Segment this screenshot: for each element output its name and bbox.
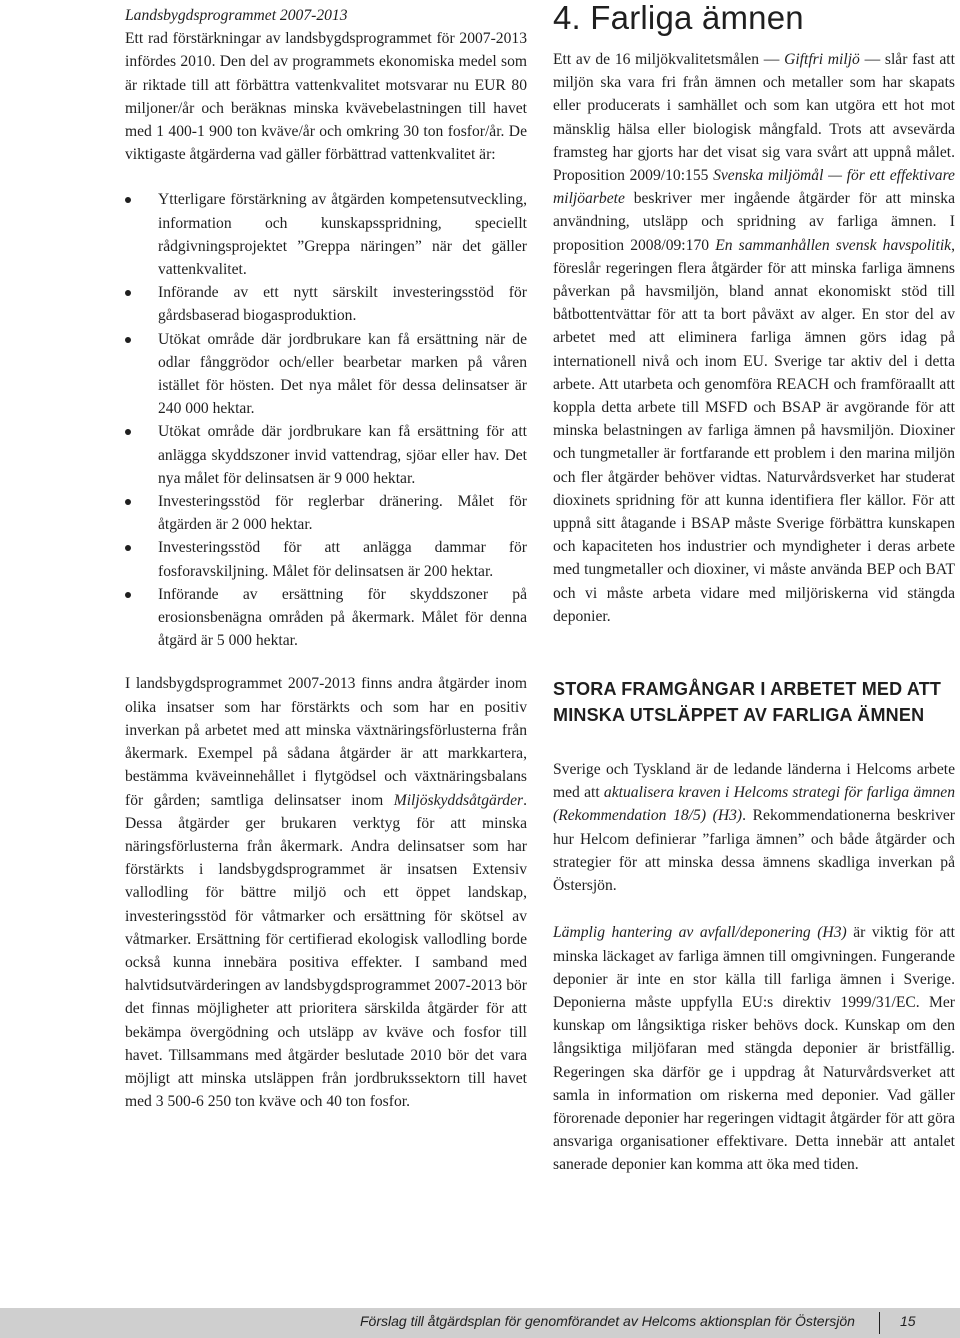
body-paragraph: Lämplig hantering av avfall/deponering (H3) är viktig för att minska läckaget av farliga ämnen till omgivningen. Fungerande deponier är inte en stor källa till farliga ämnen i Sverige. Deponierna måste uppfylla EU:s direktiv 1999/31/EC. Mer kunskap om långsiktiga risker behövs dock. Kunskap om den långsiktiga miljöfaran med stängda deponier är bristfällig. Regeringen ska därför ge i uppdrag åt Naturvårdsverket att samla in information om riskerna med deponier. Vad gäller förorenade deponier har regeringen vidtagit åtgärder för att göra ansvariga organisationer effektivare. Detta innebär att antalet sanerade deponier kan komma att öka med tiden. bbox=[553, 924, 955, 1174]
bullet-icon bbox=[125, 290, 131, 296]
body-paragraph: Ett av de 16 miljökvalitetsmålen — Giftfri miljö — slår fast att miljön ska vara fri från ämnen och metaller som har skapats eller producerats i samhället och som kan utgöra ett hot mot mänsklig hälsa eller biologisk mångfald. Trots att avsevärda framsteg har gjorts har det visat sig vara svårt att uppnå målet. Proposition 2009/10:155 Svenska miljömål — för ett effektivare miljöarbete beskriver mer ingående åtgärder för att minska användning, utsläpp och spridning av farliga ämnen. I proposition 2008/09:170 En sammanhållen svensk havspolitik, föreslår regeringen flera åtgärder för att minska farliga ämnens påverkan på havsmiljön, bland annat ekonomiskt stöd till båtbottentvättar för att ta bort påväxt av alger. En stor del av arbetet med att eliminera farliga ämnen görs idag på internationell nivå och inom EU. Sverige tar aktiv del i detta arbete. Att utarbeta och genomföra REACH och framföraallt att koppla detta arbete till MSFD och BSAP är avgörande för att minska belastningen av farliga ämnen på havsmiljön. Dioxiner och tungmetaller är fortfarande ett problem i den marina miljön och fler åtgärder behöver vidtas. Naturvårdsverket har studerat dioxinets spridning för att kunna identifiera fler källor. För att uppnå sitt åtagande i BSAP måste Sverige förbättra kunskapen och kapaciteten hos industrier och myndigheter i deras arbete med tungmetaller och dioxiner, vi måste använda BEP och BAT och vi måste arbeta vidare med miljöriskerna vid stängda deponier. bbox=[553, 51, 955, 625]
bullet-icon bbox=[125, 545, 131, 551]
bullet-icon bbox=[125, 429, 131, 435]
list-item: Införande av ersättning för skyddszoner på erosionsbenägna områden på åkermark. Målet för denna åtgärd är 5 000 hektar. bbox=[125, 583, 527, 653]
left-column bbox=[125, 4, 527, 1113]
bullet-icon bbox=[125, 337, 131, 343]
intro-paragraph: Ett rad förstärkningar av landsbygdsprogrammet för 2007-2013 infördes 2010. Den del av programmets ekonomiska medel som är riktade till att förbättra vattenkvalitet motsvarar nu EUR 80 miljoner/år och beräknas minska kvävebelastningen till havet med 1 400-1 900 ton kväve/år och omkring 30 ton fosfor/år. De viktigaste åtgärderna vad gäller förbättrad vattenkvalitet är: bbox=[125, 30, 527, 164]
bullet-icon bbox=[125, 499, 131, 505]
bullet-icon bbox=[125, 197, 131, 203]
list-item: Utökat område där jordbrukare kan få ersättning för att anlägga skyddszoner invid vattendrag, sjöar eller hav. Det nya målet för delinsatsen är 9 000 hektar. bbox=[125, 420, 527, 490]
chapter-heading: 4. Farliga ämnen bbox=[553, 0, 804, 36]
bullet-icon bbox=[125, 592, 131, 598]
list-item: Investeringsstöd för att anlägga dammar för fosforavskiljning. Målet för delinsatsen är 200 hektar. bbox=[125, 536, 527, 582]
body-paragraph: I landsbygdsprogrammet 2007-2013 finns andra åtgärder inom olika insatser som har förstärkts och som har en positiv inverkan på arbetet med att minska växtnäringsförlusterna från åkermark. Exempel på sådana åtgärder är att markkartera, bestämma kväveinnehållet i flytgödsel och växtnäringsbalans för gården; samtliga delinsatser inom Miljöskyddsåtgärder. Dessa åtgärder ger brukaren verktyg för att minska näringsförlusterna från åkermark. Andra delinsatser som har förstärkts i landsbygdsprogrammet är insatsen Extensiv vallodling för bättre miljö och ett öppet landskap, investeringsstöd för våtmarker och ersättning för skötsel av våtmarker. Ersättning för certifierad ekologisk vallodling borde också kunna innebära positiva effekter. I samband med halvtidsutvärderingen av landsbygdsprogrammet 2007-2013 bör det finnas möjligheter att prioritera särskilda åtgärder för att bekämpa övergödning och utsläpp av kväve och fosfor till havet. Tillsammans med åtgärder beslutade 2010 bör det vara möjligt att minska utsläppen från jordbrukssektorn till havet med 3 500-6 250 ton kväve och 40 ton fosfor. bbox=[125, 675, 527, 1111]
list-item: Ytterligare förstärkning av åtgärden kompetensutveckling, information och kunskapsspridning, speciellt rådgivningsprojektet ”Greppa näringen” när det gäller vattenkvalitet. bbox=[125, 188, 527, 281]
section-subheading: STORA FRAMGÅNGAR I ARBETET MED ATT MINSKA UTSLÄPPET AV FARLIGA ÄMNEN bbox=[553, 679, 942, 726]
list-item: Investeringsstöd för reglerbar dränering. Målet för åtgärden är 2 000 hektar. bbox=[125, 490, 527, 536]
footer-title: Förslag till åtgärdsplan för genomförandet av Helcoms aktionsplan för Östersjön bbox=[360, 1313, 855, 1329]
list-item: Utökat område där jordbrukare kan få ersättning när de odlar fånggrödor och/eller bearbetar marken på våren istället för hösten. Det nya målet för dessa delinsatser är 240 000 hektar. bbox=[125, 328, 527, 421]
footer-divider bbox=[879, 1312, 880, 1334]
measures-list bbox=[125, 188, 527, 652]
page-number: 15 bbox=[900, 1313, 916, 1329]
right-column bbox=[553, 0, 955, 1177]
body-paragraph: Sverige och Tyskland är de ledande länderna i Helcoms arbete med att aktualisera kraven i Helcoms strategi för farliga ämnen (Rekommendation 18/5) (H3). Rekommendationerna beskriver hur Helcom definierar ”farliga ämnen” och både åtgärder och strategier för att minska dessa ämnens skadliga inverkan på Östersjön. bbox=[553, 761, 955, 895]
list-item: Införande av ett nytt särskilt investeringsstöd för gårdsbaserad biogasproduktion. bbox=[125, 281, 527, 327]
section-title: Landsbygdsprogrammet 2007-2013 bbox=[125, 7, 348, 24]
